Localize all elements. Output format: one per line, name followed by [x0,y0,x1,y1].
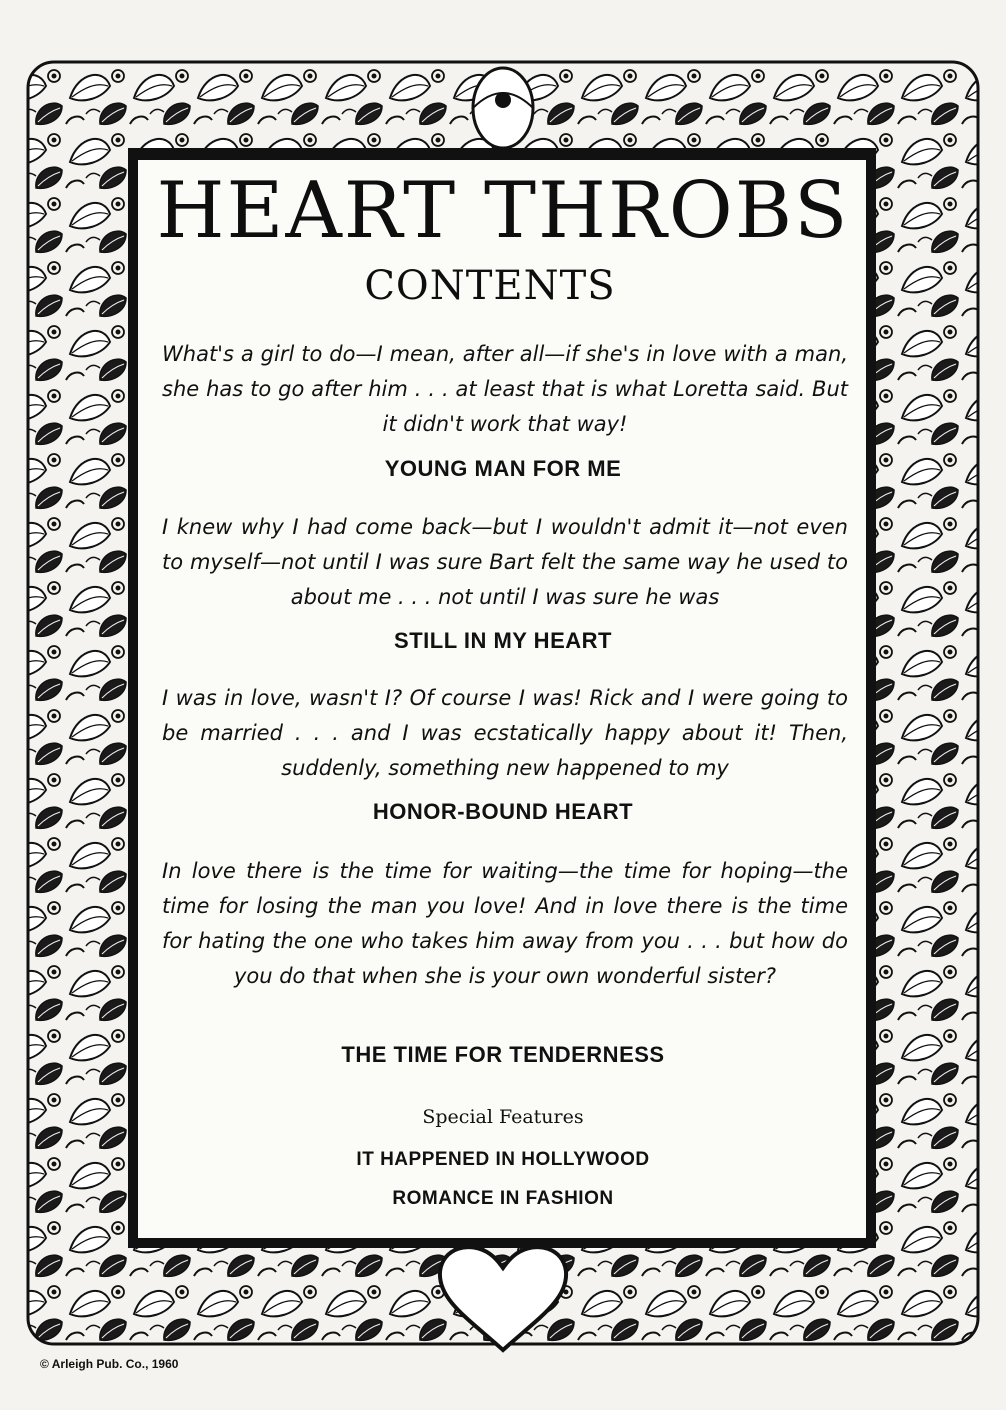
special-feature-1: IT HAPPENED IN HOLLYWOOD [356,1149,650,1170]
magazine-title: HEART THROBS [156,166,850,256]
story-blurb-1: What's a girl to do—I mean, after all—if she's in love with a man, she has to go after him . . . at least that is what Loretta said. But it didn't work that way! [162,342,848,436]
special-features-label: Special Features [422,1106,584,1128]
story-title-4: THE TIME FOR TENDERNESS [341,1042,665,1067]
copyright-notice: © Arleigh Pub. Co., 1960 [40,1357,179,1371]
special-feature-2: ROMANCE IN FASHION [392,1188,614,1209]
story-title-2: STILL IN MY HEART [394,628,612,653]
story-title-1: YOUNG MAN FOR ME [384,456,622,481]
story-blurb-2: I knew why I had come back—but I wouldn't admit it—not even to myself—not until I was sure Bart felt the same way he used to about me . . . not until I was sure he was [162,515,848,609]
contents-heading: CONTENTS [364,263,616,309]
story-title-3: HONOR-BOUND HEART [372,799,634,824]
story-blurb-3: I was in love, wasn't I? Of course I was! Rick and I were going to be married . . . and I was ecstatically happy about it! Then, suddenly, something new happened to my [162,686,848,780]
top-ornament [473,68,533,148]
story-blurb-4: In love there is the time for waiting—the time for hoping—the time for losing the man you love! And in love there is the time for hating the one who takes him away from you . . . but how do you do that when she is your own wonderful sister? [162,859,848,988]
